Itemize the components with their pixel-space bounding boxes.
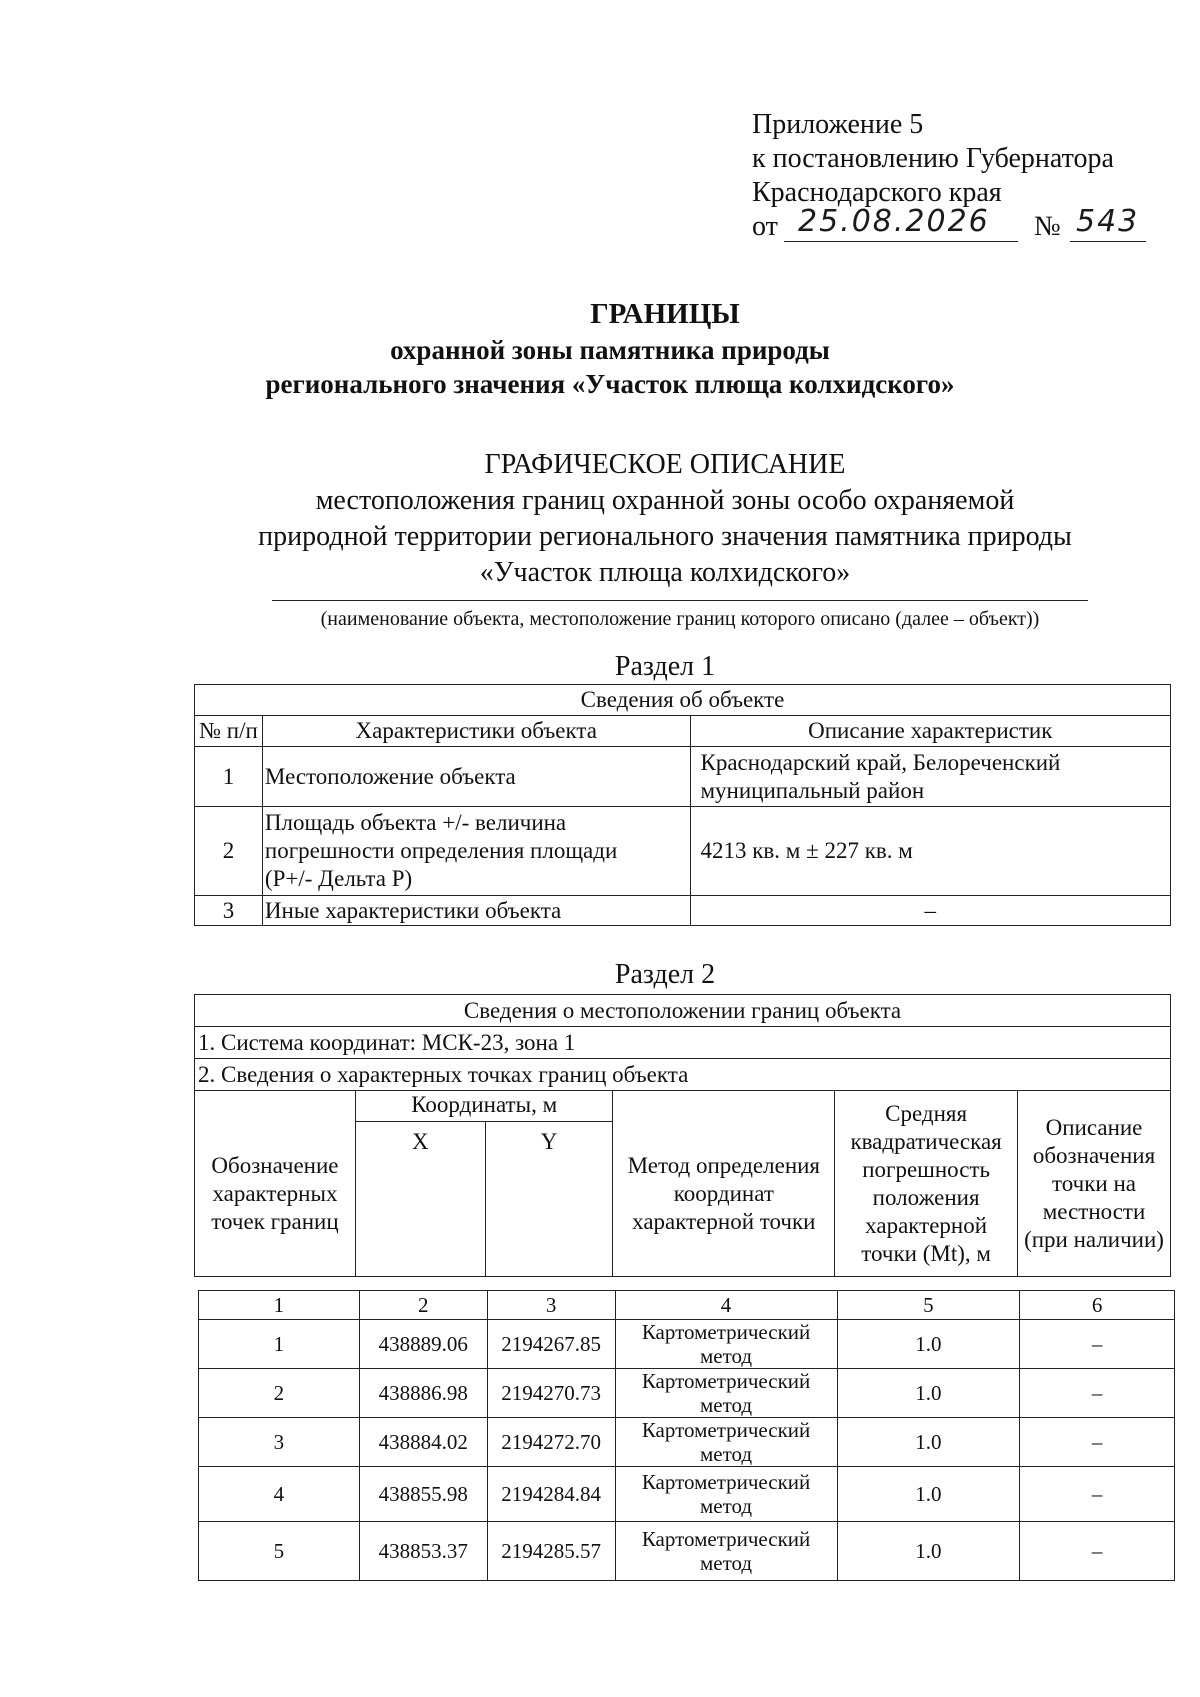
point-id: 2 bbox=[199, 1369, 360, 1418]
point-x: 438853.37 bbox=[359, 1522, 487, 1581]
table-row bbox=[195, 807, 1171, 896]
table-row bbox=[199, 1320, 1175, 1369]
object-info-table bbox=[194, 684, 1171, 926]
header-line: точки (Mt), м bbox=[861, 1240, 991, 1266]
table-title: Сведения о местоположении границ объекта bbox=[195, 995, 1171, 1027]
heading-title: ГРАНИЦЫ bbox=[590, 298, 740, 330]
point-description: – bbox=[1020, 1467, 1175, 1522]
header-line: Обозначение bbox=[211, 1152, 339, 1178]
description-line: Краснодарский край, Белореченский bbox=[700, 749, 1061, 775]
point-method bbox=[615, 1467, 837, 1522]
method-line: Картометрический bbox=[641, 1527, 811, 1551]
point-y: 2194270.73 bbox=[487, 1369, 615, 1418]
point-id: 4 bbox=[199, 1467, 360, 1522]
point-id: 3 bbox=[199, 1418, 360, 1467]
table-row bbox=[195, 896, 1171, 926]
table-row bbox=[195, 747, 1171, 807]
point-method bbox=[615, 1369, 837, 1418]
number-prefix: № bbox=[1034, 211, 1061, 242]
col-header-characteristic: Характеристики объекта bbox=[262, 716, 690, 747]
col-header-designation bbox=[195, 1091, 356, 1277]
method-line: метод bbox=[700, 1393, 753, 1417]
graphic-title: ГРАФИЧЕСКОЕ ОПИСАНИЕ bbox=[484, 449, 846, 480]
boundary-points-table bbox=[198, 1290, 1175, 1581]
header-line: погрешность bbox=[862, 1156, 990, 1182]
section-1-title: Раздел 1 bbox=[614, 651, 716, 682]
appendix-block bbox=[752, 108, 1140, 244]
header-line: положения bbox=[872, 1184, 980, 1210]
method-line: метод bbox=[700, 1344, 753, 1368]
col-header-x: X bbox=[355, 1122, 485, 1277]
heading-line-2: охранной зоны памятника природы bbox=[390, 335, 830, 365]
table-row bbox=[199, 1467, 1175, 1522]
col-header-coords: Координаты, м bbox=[355, 1091, 613, 1122]
point-x: 438855.98 bbox=[359, 1467, 487, 1522]
column-number: 1 bbox=[199, 1291, 360, 1320]
col-header-description: Описание характеристик bbox=[690, 716, 1171, 747]
method-line: метод bbox=[700, 1494, 753, 1518]
appendix-line-2: к постановлению Губернатора bbox=[752, 143, 1114, 174]
column-number: 5 bbox=[837, 1291, 1020, 1320]
row-description bbox=[690, 807, 1171, 896]
header-line: координат bbox=[673, 1180, 774, 1206]
section-2-title: Раздел 2 bbox=[614, 959, 716, 990]
appendix-date-line bbox=[752, 204, 1140, 244]
row-characteristic bbox=[262, 747, 690, 807]
point-description: – bbox=[1020, 1418, 1175, 1467]
header-line: Описание bbox=[1045, 1114, 1143, 1140]
method-line: Картометрический bbox=[641, 1418, 811, 1442]
appendix-line-1: Приложение 5 bbox=[752, 109, 924, 140]
table-row bbox=[199, 1418, 1175, 1467]
header-line: характерных bbox=[212, 1180, 338, 1206]
header-line: характерной точки bbox=[632, 1208, 816, 1234]
object-name-caption: (наименование объекта, местоположение границ которого описано (далее – объект)) bbox=[320, 608, 1040, 630]
heading-line-3: регионального значения «Участок плюща колхидского» bbox=[265, 369, 955, 399]
method-line: метод bbox=[700, 1551, 753, 1575]
point-y: 2194285.57 bbox=[487, 1522, 615, 1581]
row-number: 2 bbox=[195, 807, 263, 896]
appendix-line-3: Краснодарского края bbox=[752, 177, 1002, 208]
point-x: 438886.98 bbox=[359, 1369, 487, 1418]
point-method bbox=[615, 1522, 837, 1581]
table-header-row bbox=[195, 716, 1171, 747]
point-y: 2194267.85 bbox=[487, 1320, 615, 1369]
col-header-description bbox=[1018, 1091, 1171, 1277]
row-number: 3 bbox=[195, 896, 263, 926]
coord-system-row bbox=[195, 1027, 1171, 1059]
characteristic-line: Иные характеристики объекта bbox=[264, 897, 562, 923]
header-line: Средняя bbox=[885, 1100, 968, 1126]
col-header-y: Y bbox=[485, 1122, 613, 1277]
column-number: 6 bbox=[1020, 1291, 1175, 1320]
handwritten-number: 543 bbox=[1076, 204, 1140, 239]
point-x: 438884.02 bbox=[359, 1418, 487, 1467]
table-title-row bbox=[195, 995, 1171, 1027]
header-line: (при наличии) bbox=[1024, 1226, 1164, 1252]
header-line: точки на bbox=[1052, 1170, 1137, 1196]
points-title: 2. Сведения о характерных точках границ объекта bbox=[195, 1059, 1171, 1091]
table-title-row bbox=[195, 685, 1171, 716]
characteristic-line: Местоположение объекта bbox=[264, 763, 516, 789]
column-number: 3 bbox=[487, 1291, 615, 1320]
column-number: 4 bbox=[615, 1291, 837, 1320]
point-y: 2194284.84 bbox=[487, 1467, 615, 1522]
method-line: Картометрический bbox=[641, 1320, 811, 1344]
header-line: характерной bbox=[865, 1212, 988, 1238]
point-id: 1 bbox=[199, 1320, 360, 1369]
point-x: 438889.06 bbox=[359, 1320, 487, 1369]
row-characteristic bbox=[262, 807, 690, 896]
col-header-error bbox=[835, 1091, 1018, 1277]
point-mt: 1.0 bbox=[837, 1369, 1020, 1418]
column-numbers-row bbox=[199, 1291, 1175, 1320]
point-description: – bbox=[1020, 1522, 1175, 1581]
point-method bbox=[615, 1320, 837, 1369]
header-line: Метод определения bbox=[627, 1152, 821, 1178]
point-mt: 1.0 bbox=[837, 1418, 1020, 1467]
coord-system: 1. Система координат: МСК-23, зона 1 bbox=[195, 1027, 1171, 1059]
description-line: – bbox=[924, 897, 936, 923]
characteristic-line: Площадь объекта +/- величина bbox=[264, 810, 567, 835]
characteristic-line: (P+/- Дельта P) bbox=[264, 866, 413, 891]
header-line: обозначения bbox=[1032, 1142, 1156, 1168]
row-number: 1 bbox=[195, 747, 263, 807]
characteristic-line: погрешности определения площади bbox=[264, 838, 618, 863]
table-row bbox=[199, 1522, 1175, 1581]
method-line: Картометрический bbox=[641, 1369, 811, 1393]
point-id: 5 bbox=[199, 1522, 360, 1581]
description-line: 4213 кв. м ± 227 кв. м bbox=[700, 838, 913, 863]
graphic-line-2: природной территории регионального значения памятника природы bbox=[258, 521, 1072, 552]
description-line: муниципальный район bbox=[700, 777, 925, 803]
boundary-points-header-table bbox=[194, 994, 1171, 1277]
column-number: 2 bbox=[359, 1291, 487, 1320]
col-header-method bbox=[613, 1091, 835, 1277]
row-characteristic bbox=[262, 896, 690, 926]
graphic-line-3: «Участок плюща колхидского» bbox=[479, 557, 851, 588]
header-row-1 bbox=[195, 1091, 1171, 1122]
point-mt: 1.0 bbox=[837, 1522, 1020, 1581]
row-description bbox=[690, 747, 1171, 807]
table-title: Сведения об объекте bbox=[195, 685, 1171, 716]
point-description: – bbox=[1020, 1369, 1175, 1418]
date-prefix: от bbox=[752, 211, 778, 242]
table-row bbox=[199, 1369, 1175, 1418]
point-method bbox=[615, 1418, 837, 1467]
graphic-line-1: местоположения границ охранной зоны особо охраняемой bbox=[315, 485, 1015, 516]
point-mt: 1.0 bbox=[837, 1320, 1020, 1369]
point-mt: 1.0 bbox=[837, 1467, 1020, 1522]
method-line: Картометрический bbox=[641, 1470, 811, 1494]
row-description bbox=[690, 896, 1171, 926]
point-y: 2194272.70 bbox=[487, 1418, 615, 1467]
point-description: – bbox=[1020, 1320, 1175, 1369]
header-line: квадратическая bbox=[850, 1128, 1002, 1154]
handwritten-date: 25.08.2026 bbox=[798, 204, 990, 239]
col-header-num: № п/п bbox=[195, 716, 263, 747]
header-line: точек границ bbox=[211, 1208, 339, 1234]
header-line: местности bbox=[1042, 1198, 1146, 1224]
points-title-row bbox=[195, 1059, 1171, 1091]
object-name-underline bbox=[272, 600, 1088, 601]
method-line: метод bbox=[700, 1442, 753, 1466]
